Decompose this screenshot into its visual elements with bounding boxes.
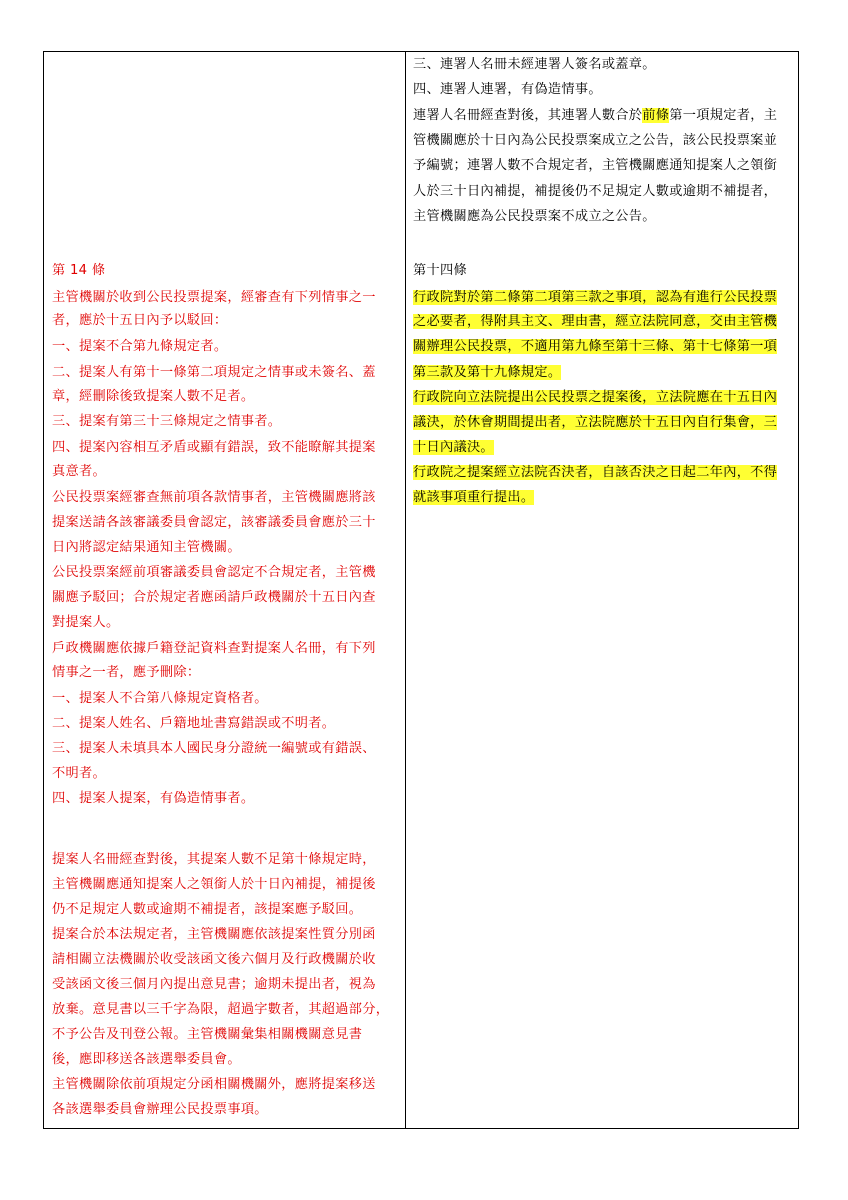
right-line: 管機關應於十日內為公民投票案成立之公告，該公民投票案並 (413, 133, 778, 148)
left-line: 二、提案人有第十一條第二項規定之情事或未簽名、蓋 (52, 365, 376, 380)
right-line: 予編號；連署人數不合規定者，主管機關應通知提案人之領銜 (413, 158, 778, 173)
left-line: 不明者。 (52, 766, 106, 781)
highlighted-line: 就該事項重行提出。 (413, 490, 535, 505)
left-line: 受該函文後三個月內提出意見書；逾期未提出者，視為 (52, 977, 376, 992)
left-line: 情事之一者，應予刪除： (52, 665, 201, 680)
column-divider (405, 52, 406, 1128)
left-line: 對提案人。 (52, 615, 120, 630)
right-line-text: 連署人名冊經查對後，其連署人數合於 (413, 108, 643, 123)
left-line: 二、提案人姓名、戶籍地址書寫錯誤或不明者。 (52, 716, 336, 731)
left-line: 不予公告及刊登公報。主管機關彙集相關機關意見書 (52, 1027, 363, 1042)
left-line: 請相關立法機關於收受該函文後六個月及行政機關於收 (52, 952, 376, 967)
left-line: 一、提案不合第九條規定者。 (52, 339, 228, 354)
left-line: 後，應即移送各該選舉委員會。 (52, 1052, 241, 1067)
left-line: 三、提案人未填具本人國民身分證統一編號或有錯誤、 (52, 741, 376, 756)
left-line: 公民投票案經前項審議委員會認定不合規定者，主管機 (52, 565, 376, 580)
left-line: 四、提案人提案，有偽造情事者。 (52, 791, 255, 806)
left-line: 者，應於十五日內予以駁回： (52, 313, 228, 328)
left-article-title: 第 14 條 (52, 263, 106, 278)
left-line: 四、提案內容相互矛盾或顯有錯誤，致不能瞭解其提案 (52, 440, 376, 455)
right-line: 人於三十日內補提，補提後仍不足規定人數或逾期不補提者， (413, 184, 778, 199)
highlighted-line: 行政院之提案經立法院否決者，自該否決之日起二年內，不得 (413, 465, 778, 480)
left-line: 主管機關於收到公民投票提案，經審查有下列情事之一 (52, 290, 376, 305)
left-line: 一、提案人不合第八條規定資格者。 (52, 691, 268, 706)
left-line: 關應予駁回；合於規定者應函請戶政機關於十五日內查 (52, 590, 376, 605)
left-line: 日內將認定結果通知主管機關。 (52, 540, 241, 555)
comparison-table (43, 51, 799, 1129)
highlighted-line: 第三款及第十九條規定。 (413, 365, 562, 380)
right-article-title: 第十四條 (413, 263, 467, 278)
right-line: 三、連署人名冊未經連署人簽名或蓋章。 (413, 57, 656, 72)
left-line: 提案送請各該審議委員會認定，該審議委員會應於三十 (52, 515, 376, 530)
highlighted-line: 關辦理公民投票，不適用第九條至第十三條、第十七條第一項 (413, 339, 778, 354)
left-line: 仍不足規定人數或逾期不補提者，該提案應予駁回。 (52, 902, 363, 917)
left-line: 各該選舉委員會辦理公民投票事項。 (52, 1102, 268, 1117)
left-line: 主管機關除依前項規定分函相關機關外，應將提案移送 (52, 1077, 376, 1092)
highlighted-line: 議決，於休會期間提出者，立法院應於十五日內自行集會，三 (413, 415, 778, 430)
right-line-with-highlight (413, 106, 777, 126)
right-line: 主管機關應為公民投票案不成立之公告。 (413, 209, 656, 224)
highlighted-line: 之必要者，得附具主文、理由書，經立法院同意，交由主管機 (413, 314, 778, 329)
left-line: 提案人名冊經查對後，其提案人數不足第十條規定時， (52, 852, 376, 867)
left-line: 主管機關應通知提案人之領銜人於十日內補提，補提後 (52, 877, 376, 892)
highlighted-line: 行政院對於第二條第二項第三款之事項，認為有進行公民投票 (413, 290, 778, 305)
left-line: 提案合於本法規定者，主管機關應依該提案性質分別函 (52, 927, 376, 942)
left-line: 公民投票案經審查無前項各款情事者，主管機關應將該 (52, 490, 376, 505)
left-line: 章，經刪除後致提案人數不足者。 (52, 389, 255, 404)
left-line: 戶政機關應依據戶籍登記資料查對提案人名冊，有下列 (52, 641, 376, 656)
left-line: 三、提案有第三十三條規定之情事者。 (52, 414, 282, 429)
right-line: 四、連署人連署，有偽造情事。 (413, 82, 602, 97)
highlighted-line: 行政院向立法院提出公民投票之提案後，立法院應在十五日內 (413, 390, 778, 405)
right-line-text: 第一項規定者，主 (669, 108, 778, 123)
left-line: 放棄。意見書以三千字為限，超過字數者，其超過部分， (52, 1002, 390, 1017)
left-line: 真意者。 (52, 464, 106, 479)
highlighted-text: 前條 (642, 108, 670, 123)
highlighted-line: 十日內議決。 (413, 440, 494, 455)
